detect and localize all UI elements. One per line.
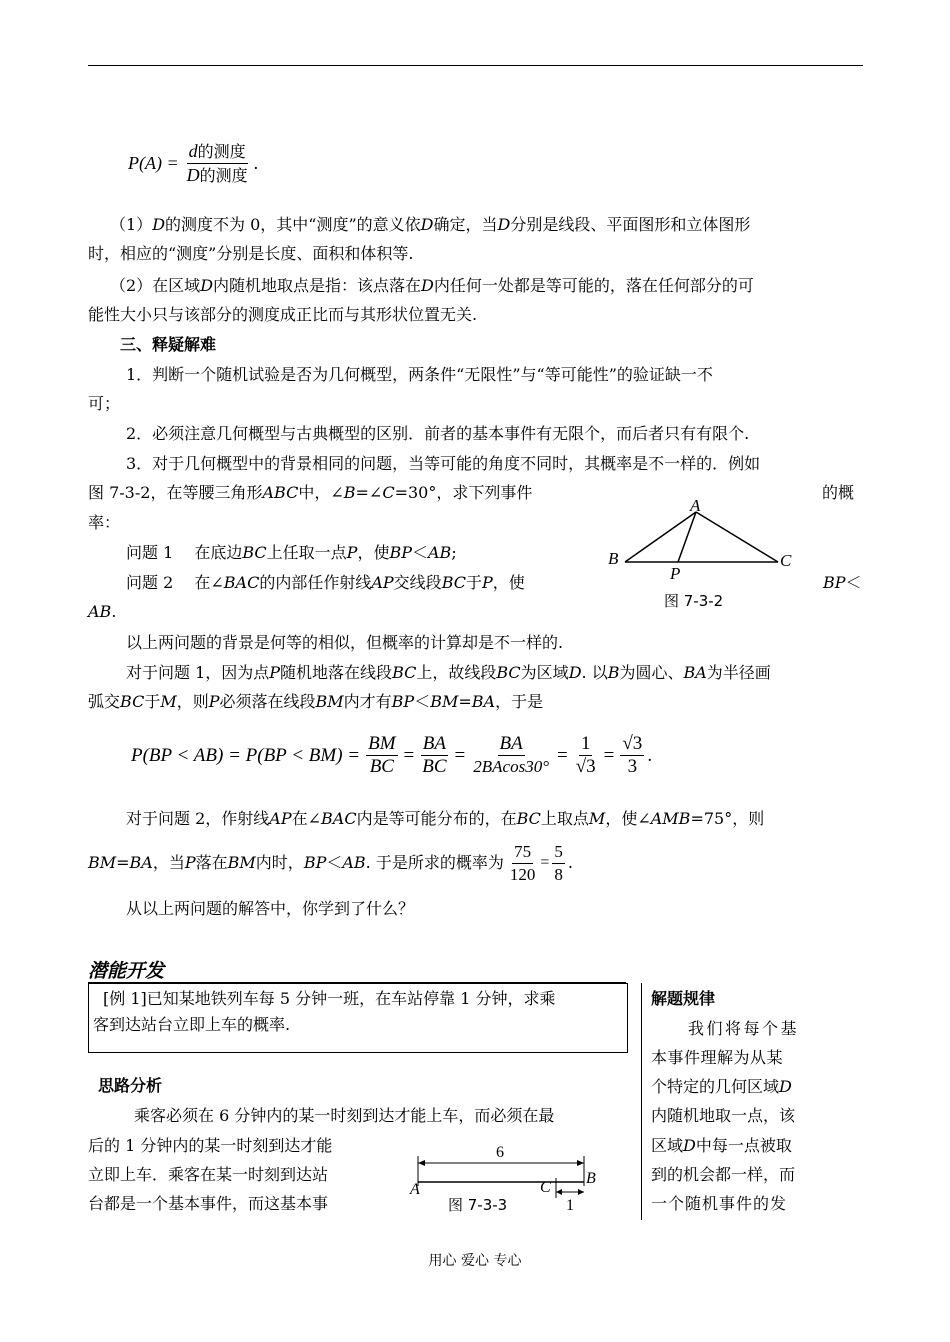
triangle-side-ac: [696, 512, 778, 562]
fraction-120: 120: [509, 864, 536, 884]
triangle-segment-ap: [678, 512, 696, 562]
sidebar-line5: 区域D中每一点被取: [651, 1136, 792, 1155]
item3-line1: 3．对于几何概型中的背景相同的问题，当等可能的角度不同时，其概率是不一样的．例如: [126, 454, 761, 473]
arrow-left-small: [556, 1189, 562, 1195]
label-b-733: B: [586, 1170, 596, 1187]
sidebar-line7: 一个随机事件的发: [651, 1194, 788, 1213]
triangle-figure: [600, 494, 810, 614]
item2-line: 2．必须注意几何概型与古典概型的区别．前者的基本事件有无限个，而后者只有有限个.: [126, 424, 750, 443]
para-compare: 以上两问题的背景是何等的相似，但概率的计算却是不一样的.: [126, 633, 564, 652]
sidebar-title: 解题规律: [651, 989, 716, 1008]
item1-line2: 可；: [88, 394, 121, 413]
sidebar-line2: 本事件理解为从某: [651, 1048, 784, 1067]
question2-cont: BP＜: [823, 573, 862, 592]
label-six: 6: [496, 1144, 504, 1161]
header-rule: [88, 65, 863, 66]
denominator-var: D: [186, 165, 200, 185]
item3-line2: 图 7-3-2，在等腰三角形ABC中，∠B=∠C=30°，求下列事件: [88, 483, 533, 502]
solution2-line2: BM=BA，当P落在BM内时，BP＜AB. 于是所求的概率为 $\frac{75}{120}$ = $\frac{5}{8}$ .: [88, 841, 573, 884]
formula2-lhs: P(BP < AB) = P(BP < BM) =: [131, 744, 361, 766]
solution1-line1: 对于问题 1，因为点P随机地落在线段BC上，故线段BC为区域D. 以B为圆心、BA为半径画: [126, 663, 771, 682]
arrow-right: [577, 1160, 584, 1166]
item3-line3: 率：: [88, 513, 121, 532]
solution2-line1: 对于问题 2，作射线AP在∠BAC内是等可能分布的，在BC上取点M，使∠AMB=75°，则: [126, 809, 765, 828]
section-heading-3: 三、释疑解难: [120, 335, 217, 354]
formula-end: .: [253, 153, 259, 173]
formula-lhs: P(A) =: [128, 153, 179, 173]
analysis-line1: 乘客必须在 6 分钟内的某一时刻到达才能上车，而必须在最: [134, 1106, 555, 1125]
sidebar-line4: 内随机地取一点，该: [651, 1106, 796, 1125]
figure-caption-732: 图 7-3-2: [664, 592, 724, 610]
sidebar-line6: 到的机会都一样，而: [651, 1165, 796, 1184]
para1-line2: 时，相应的“测度”分别是长度、面积和体积等.: [88, 244, 414, 263]
analysis-line2: 后的 1 分钟内的某一时刻到达才能: [88, 1136, 333, 1155]
section-header-potential: [88, 956, 628, 983]
item3-line2-end: 的概: [822, 483, 855, 502]
arrow-left: [418, 1160, 425, 1166]
label-c: C: [780, 551, 792, 570]
sidebar-line1: 我们将每个基: [688, 1019, 800, 1038]
triangle-side-ab: [625, 512, 696, 562]
fraction-75: 75: [512, 841, 533, 864]
probability-definition-formula: [128, 140, 258, 187]
numerator-text: 的测度: [197, 142, 246, 161]
question2-end: AB.: [88, 602, 117, 621]
analysis-line4: 台都是一个基本事件，而这基本事: [88, 1194, 329, 1213]
example1-box: [88, 983, 628, 1053]
para2-line1: （2）在区域D内随机地取点是指：该点落在D内任何一处都是等可能的，落在任何部分的可: [110, 276, 754, 295]
question1: 问题 1 在底边BC上任取一点P，使BP＜AB;: [126, 543, 457, 562]
label-one: 1: [566, 1197, 574, 1214]
timeline-figure: [404, 1138, 614, 1218]
sidebar-line3: 个特定的几何区域D: [651, 1077, 792, 1096]
numerator-var: d: [188, 141, 198, 161]
probability-formula-problem1: P(BP < AB) = P(BP < BM) = $\frac{BM}{BC}$ = $\frac{BA}{BC}$ = $\frac{BA}{2BAcos30^\circ}$ = $\frac{1}{√3}$ = $\frac{√3}{3}$ .: [131, 733, 653, 777]
analysis-title: 思路分析: [98, 1076, 163, 1095]
figure-caption-733: 图 7-3-3: [448, 1196, 508, 1214]
label-p: P: [670, 564, 681, 583]
item1-line1: 1．判断一个随机试验是否为几何概型，两条件“无限性”与“等可能性”的验证缺一不: [126, 365, 713, 384]
para1-line1: （1）D的测度不为 0，其中“测度”的意义依D确定，当D分别是线段、平面图形和立体图形: [110, 215, 751, 234]
arrow-right-small: [578, 1189, 584, 1195]
label-c-733: C: [540, 1179, 551, 1196]
sidebar-divider: [641, 983, 642, 1220]
analysis-line3: 立即上车．乘客在某一时刻到达站: [88, 1165, 329, 1184]
denominator-text: 的测度: [199, 166, 248, 185]
label-b: B: [608, 549, 619, 568]
solution1-line2: 弧交BC于M，则P必须落在线段BM内才有BP＜BM=BA，于是: [88, 692, 544, 711]
label-a: A: [690, 496, 701, 515]
question2: 问题 2 在∠BAC的内部任作射线AP交线段BC于P，使: [126, 573, 525, 592]
formula-fraction: [185, 140, 250, 187]
label-a-733: A: [410, 1181, 420, 1198]
question-end: 从以上两问题的解答中，你学到了什么？: [126, 899, 415, 918]
example1-line2: 客到达站台立即上车的概率.: [93, 1015, 291, 1034]
section-title: 潜能开发: [88, 960, 165, 982]
example1-line1: [例 1]已知某地铁列车每 5 分钟一班，在车站停靠 1 分钟，求乘: [103, 989, 556, 1008]
para2-line2: 能性大小只与该部分的测度成正比而与其形状位置无关.: [88, 305, 478, 324]
page-footer: 用心 爱心 专心: [428, 1253, 522, 1269]
